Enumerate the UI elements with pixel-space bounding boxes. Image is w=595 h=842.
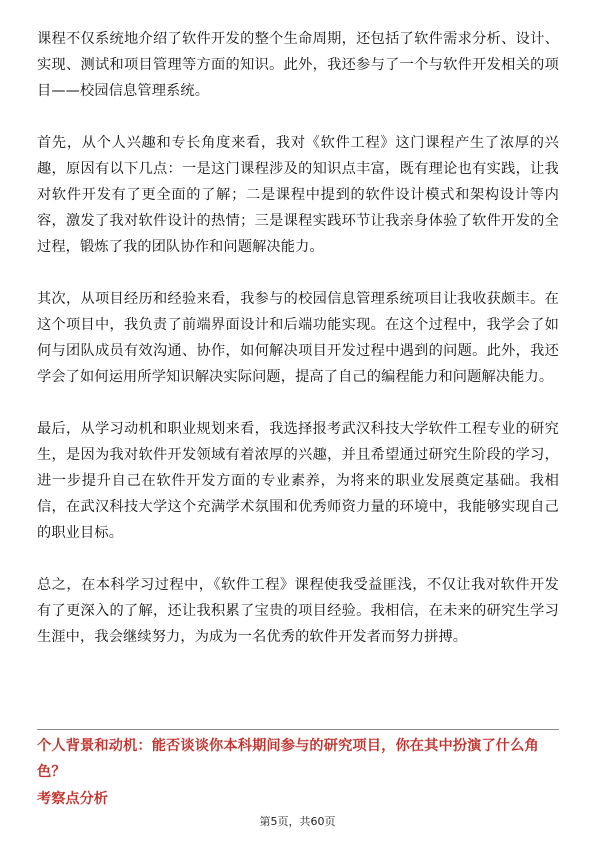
paragraph-intro: 课程不仅系统地介绍了软件开发的整个生命周期，还包括了软件需求分析、设计、实现、测试和项目管理等方面的知识。此外，我还参与了一个与软件开发相关的项目——校园信息管理系统。 [37, 31, 559, 99]
paragraph-gap [37, 546, 559, 572]
paragraph-conclusion: 总之，在本科学习过程中，《软件工程》课程使我受益匪浅，不仅让我对软件开发有了更深入的了解，还让我积累了宝贵的项目经验。我相信，在未来的研究生学习生涯中，我会继续努力，为成为一名优秀的软件开发者而努力拼搏。 [37, 577, 559, 645]
paragraph-gap [37, 390, 559, 416]
paragraph-gap [37, 260, 559, 286]
section-divider [37, 729, 559, 730]
paragraph-interest: 首先，从个人兴趣和专长角度来看，我对《软件工程》这门课程产生了浓厚的兴趣，原因有以下几点：一是这门课程涉及的知识点丰富，既有理论也有实践，让我对软件开发有了更全面的了解；二是课程中提到的软件设计模式和架构设计等内容，激发了我对软件设计的热情；三是课程实践环节让我亲身体验了软件开发的全过程，锻炼了我的团队协作和问题解决能力。 [37, 135, 559, 255]
paragraph-motivation: 最后，从学习动机和职业规划来看，我选择报考武汉科技大学软件工程专业的研究生，是因为我对软件开发领域有着浓厚的兴趣，并且希望通过研究生阶段的学习，进一步提升自己在软件开发方面的专业素养，为将来的职业发展奠定基础。我相信，在武汉科技大学这个充满学术氛围和优秀师资力量的环境中，我能够实现自己的职业目标。 [37, 421, 559, 541]
interview-question: 个人背景和动机：能否谈谈你本科期间参与的研究项目，你在其中扮演了什么角色？ [37, 738, 539, 780]
paragraph-gap [37, 104, 559, 130]
paragraph-project: 其次，从项目经历和经验来看，我参与的校园信息管理系统项目让我收获颇丰。在这个项目中，我负责了前端界面设计和后端功能实现。在这个过程中，我学会了如何与团队成员有效沟通、协作，如何解决项目开发过程中遇到的问题。此外，我还学会了如何运用所学知识解决实际问题，提高了自己的编程能力和问题解决能力。 [37, 291, 559, 385]
page-number: 第5页，共60页 [259, 815, 336, 828]
answer-body [37, 26, 559, 650]
analysis-heading: 考察点分析 [37, 791, 108, 807]
